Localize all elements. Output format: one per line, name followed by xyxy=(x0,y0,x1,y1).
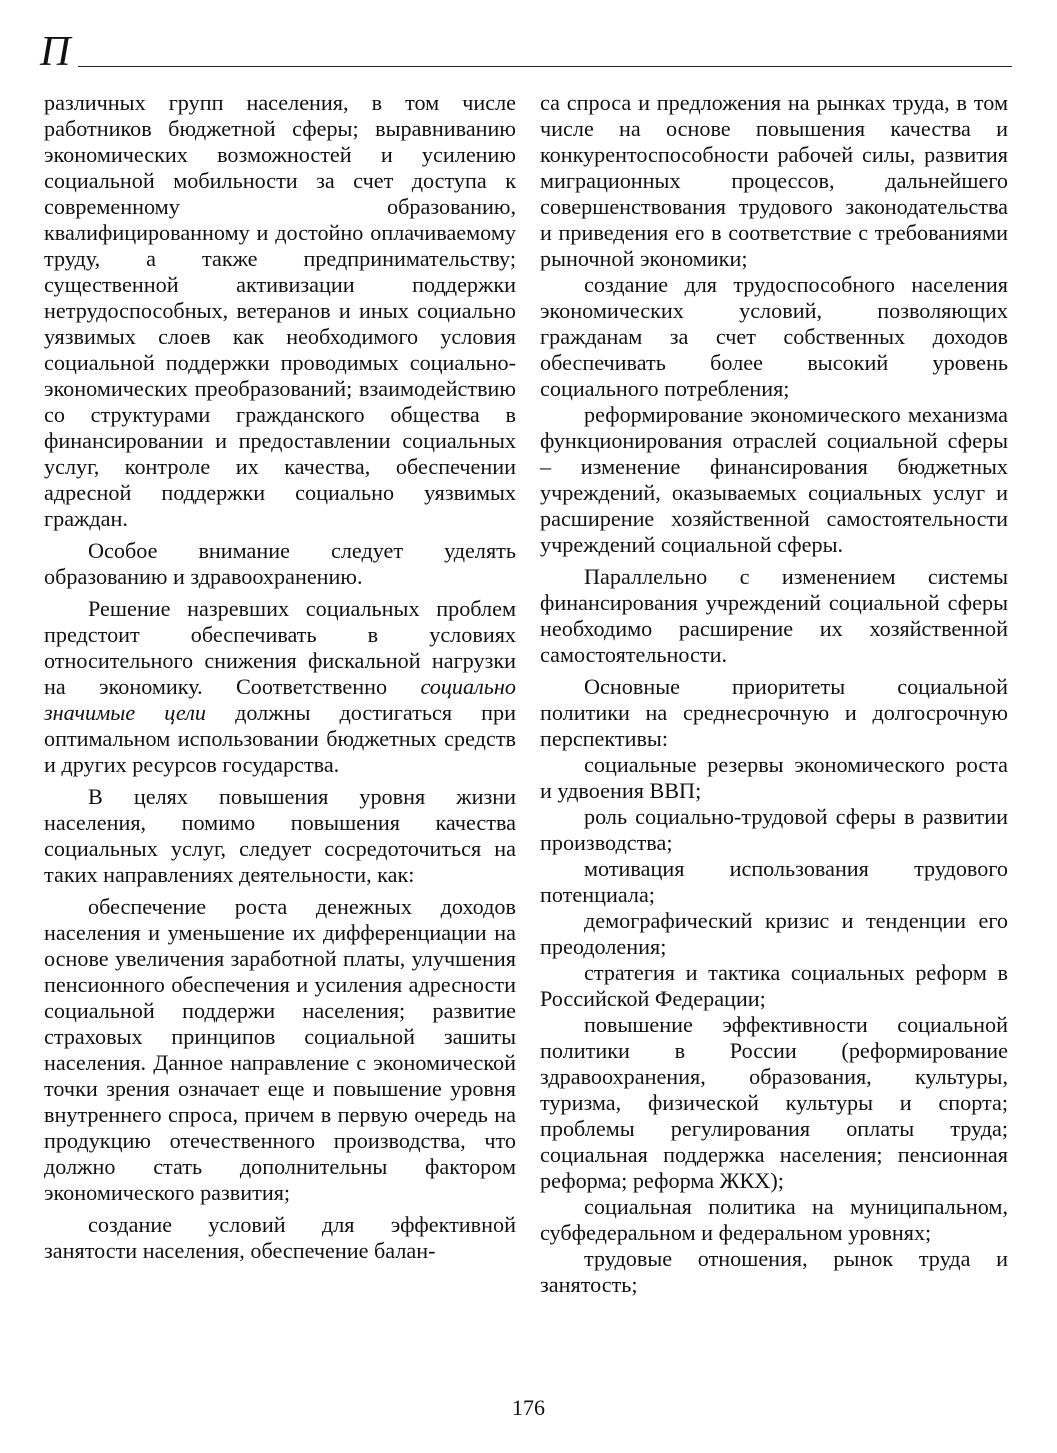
italic-term: социально значимые цели xyxy=(44,674,516,725)
right-column xyxy=(540,90,1008,1298)
paragraph xyxy=(44,596,516,778)
list-item: социальная политика на муниципальном, субфедеральном и федеральном уровнях; xyxy=(540,1194,1008,1245)
list-item: демографический кризис и тенденции его преодоления; xyxy=(540,908,1008,959)
paragraph: Основные приоритеты социальной политики на среднесрочную и долгосрочную перспективы: xyxy=(540,674,1008,751)
section-letter: П xyxy=(40,29,71,75)
list-item: трудовые отношения, рынок труда и занятость; xyxy=(540,1246,1008,1297)
list-item: мотивация использования трудового потенциала; xyxy=(540,856,1008,907)
header-rule xyxy=(78,66,1012,67)
list-item: социальные резервы экономического роста и удвоения ВВП; xyxy=(540,752,1008,803)
paragraph: реформирование экономического механизма функционирования отраслей социальной сферы – изменение финансирования бюджетных учреждений, оказываемых социальных услуг и расширение хозяйственной самостоятельности учреждений социальной сферы. xyxy=(540,402,1008,557)
paragraph: создание для трудоспособного населения экономических условий, позволяющих гражданам за счет собственных доходов обеспечивать более высокий уровень социального потребления; xyxy=(540,272,1008,401)
list-item: роль социально-трудовой сферы в развитии производства; xyxy=(540,804,1008,855)
left-column xyxy=(44,90,516,1264)
paragraph-text: должны достигаться при оптимальном использовании бюджетных средств и других ресурсов государства. xyxy=(44,700,516,777)
paragraph: различных групп населения, в том числе работников бюджетной сферы; выравниванию экономических возможностей и усилению социальной мобильности за счет доступа к современному образованию, квалифицированному и достойно оплачиваемому труду, а также предпринимательству; существенной активизации поддержки нетрудоспособных, ветеранов и иных социально уязвимых слоев как необходимого условия социальной поддержки проводимых социально-экономических преобразований; взаимодействию со структурами гражданского общества в финансировании и предоставлении социальных услуг, контроле их качества, обеспечении адресной поддержки социально уязвимых граждан. xyxy=(44,90,516,531)
paragraph: обеспечение роста денежных доходов населения и уменьшение их дифференциации на основе увеличения заработной платы, улучшения пенсионного обеспечения и усиления адресности социальной поддержи населения; развитие страховых принципов социальной зашиты населения. Данное направление с экономической точки зрения означает еще и повышение уровня внутреннего спроса, причем в первую очередь на продукцию отечественного производства, что должно стать дополнительны фактором экономического развития; xyxy=(44,894,516,1205)
paragraph: Параллельно с изменением системы финансирования учреждений социальной сферы необходимо расширение их хозяйственной самостоятельности. xyxy=(540,564,1008,667)
list-item: стратегия и тактика социальных реформ в Российской Федерации; xyxy=(540,960,1008,1011)
paragraph-text: Решение назревших социальных проблем предстоит обеспечивать в условиях относительного снижения фискальной нагрузки на экономику. Соответственно xyxy=(44,596,516,699)
page-number: 176 xyxy=(512,1395,545,1420)
list-item: повышение эффективности социальной политики в России (реформирование здравоохранения, образования, культуры, туризма, физической культуры и спорта; проблемы регулирования оплаты труда; социальная поддержка населения; пенсионная реформа; реформа ЖКХ); xyxy=(540,1012,1008,1193)
paragraph: са спроса и предложения на рынках труда, в том числе на основе повышения качества и конкурентоспособности рабочей силы, развития миграционных процессов, дальнейшего совершенствования трудового законодательства и приведения его в соответствие с требованиями рыночной экономики; xyxy=(540,90,1008,271)
paragraph: В целях повышения уровня жизни населения, помимо повышения качества социальных услуг, следует сосредоточиться на таких направлениях деятельности, как: xyxy=(44,784,516,887)
paragraph: Особое внимание следует уделять образованию и здравоохранению. xyxy=(44,538,516,589)
paragraph: создание условий для эффективной занятости населения, обеспечение балан- xyxy=(44,1212,516,1263)
